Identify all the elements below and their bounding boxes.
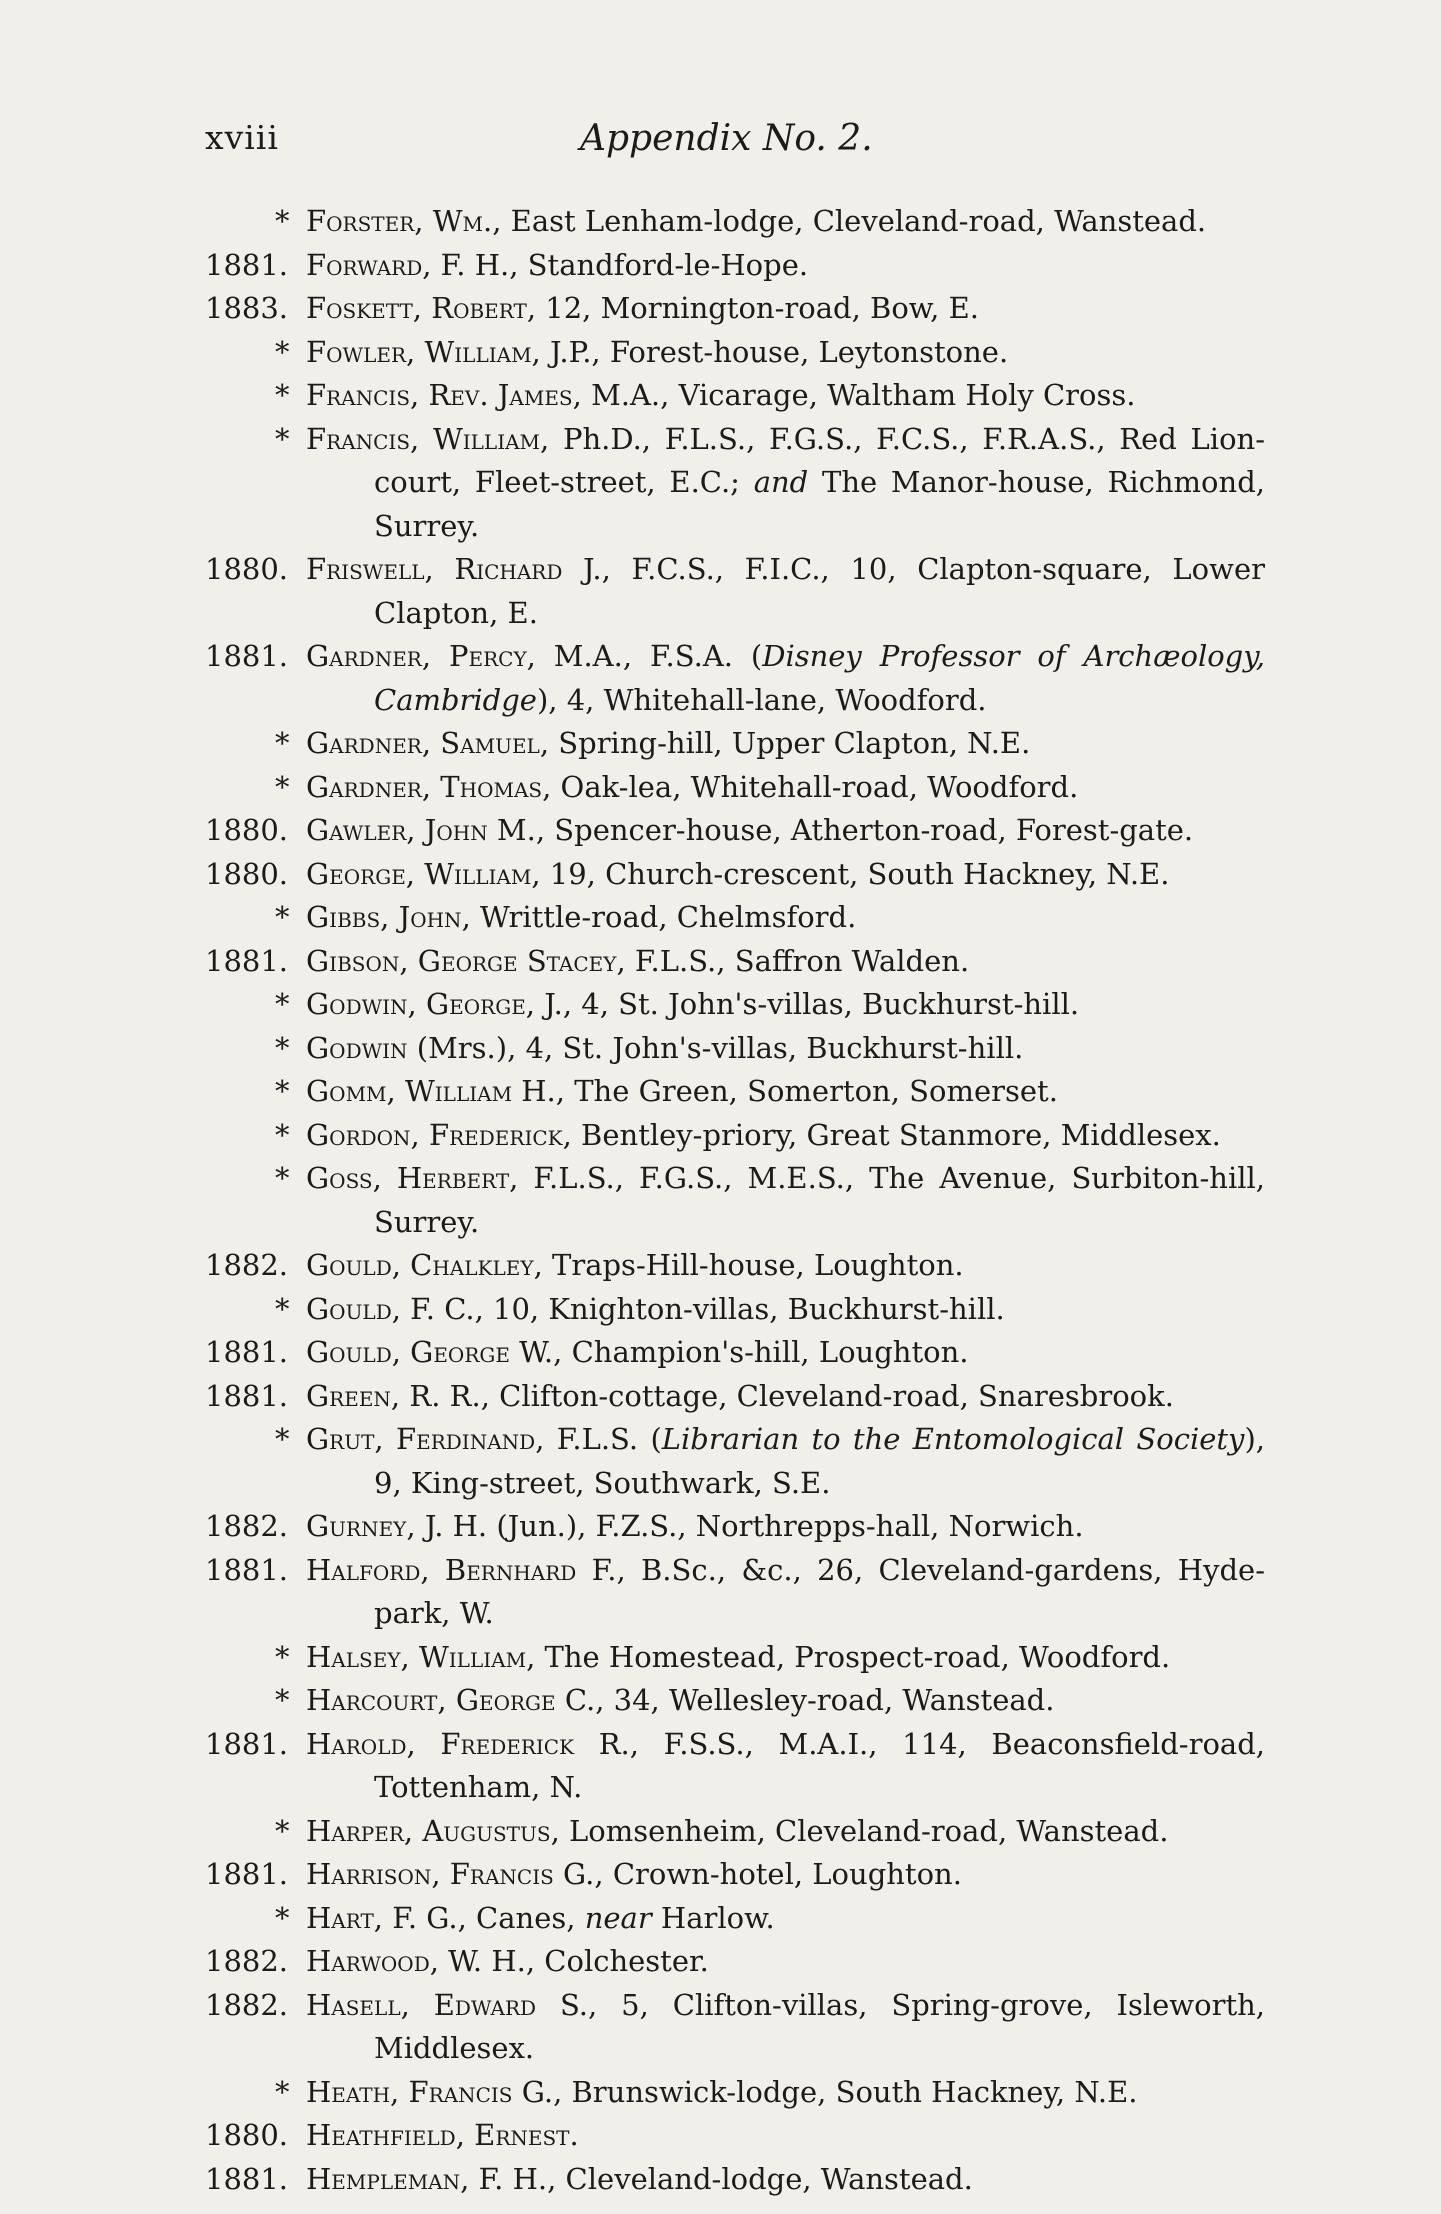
entry-body	[306, 635, 1265, 722]
entry-body	[306, 1331, 1265, 1375]
list-item	[205, 1723, 1265, 1810]
entry-star-mark: *	[275, 204, 290, 238]
member-name: Friswell, Richard J.	[306, 552, 602, 586]
member-name: Foskett, Robert	[306, 291, 527, 325]
member-name: Hempleman, F. H.	[306, 2161, 548, 2196]
entry-body	[306, 853, 1265, 897]
entry-text: , M.A., F.S.A. (	[526, 639, 763, 673]
entry-text: , Crown-hotel, Loughton.	[594, 1857, 962, 1891]
entry-body	[306, 244, 1265, 288]
list-item	[205, 1418, 1265, 1505]
entry-body	[306, 1114, 1265, 1158]
entry-year: 1881.	[205, 247, 289, 282]
entry-text: , Champion's-hill, Loughton.	[553, 1335, 969, 1369]
entry-text: , Clifton-cottage, Cleveland-road, Snaresbrook.	[480, 1378, 1174, 1413]
entry-text: , East Lenham-lodge, Cleveland-road, Wanstead.	[492, 204, 1207, 238]
member-name: Forster, Wm.	[306, 204, 493, 238]
member-name: Gould, F. C.	[306, 1291, 475, 1326]
member-name: Gardner, Thomas	[306, 769, 543, 804]
entry-text: , Lomsenheim, Cleveland-road, Wanstead.	[550, 1813, 1169, 1848]
list-item	[205, 1027, 1265, 1071]
entry-text: , Spencer-house, Atherton-road, Forest-gate.	[535, 813, 1194, 847]
entry-star-mark: *	[275, 1074, 290, 1108]
entry-year: 1881.	[205, 1857, 289, 1891]
member-name: Harcourt, George C.	[306, 1683, 596, 1717]
entry-text: , F.L.S., F.G.S., M.E.S., The Avenue, Surbiton-hill, Surrey.	[374, 1161, 1265, 1239]
member-name: Gould, Chalkley	[306, 1248, 534, 1282]
entry-body	[306, 1375, 1265, 1419]
entry-body	[306, 1636, 1265, 1680]
entry-text: , Ph.D., F.L.S., F.G.S., F.C.S., F.R.A.S., Red Lion-court, Fleet-street, E.C.;	[374, 421, 1266, 499]
entry-star-mark: *	[275, 1422, 290, 1456]
entry-star-mark: *	[275, 421, 290, 456]
list-item	[205, 1375, 1265, 1419]
entry-body	[306, 1418, 1265, 1505]
entry-body	[306, 1027, 1265, 1071]
entry-star-mark: *	[275, 1161, 290, 1195]
entry-text: , Oak-lea, Whitehall-road, Woodford.	[542, 769, 1079, 804]
entry-body	[306, 1723, 1265, 1810]
entry-year: 1882.	[205, 1944, 289, 1978]
entry-body	[306, 1940, 1265, 1984]
entry-body	[306, 1853, 1265, 1897]
entry-body	[306, 2071, 1265, 2115]
list-item	[205, 1636, 1265, 1680]
member-name: Francis, Rev. James	[306, 378, 573, 412]
list-item	[205, 1157, 1265, 1244]
entry-text: .	[569, 2118, 579, 2152]
list-item	[205, 722, 1265, 766]
list-item	[205, 2071, 1265, 2115]
entry-body	[306, 548, 1265, 635]
list-item	[205, 1244, 1265, 1288]
list-item	[205, 1984, 1265, 2071]
entry-text-continued: Harlow.	[651, 1900, 775, 1935]
entry-year: 1881.	[205, 943, 289, 978]
member-name: Harper, Augustus	[306, 1813, 551, 1848]
entry-year: 1881.	[205, 639, 289, 673]
list-item	[205, 1853, 1265, 1897]
entry-text-continued: The Manor-house, Richmond, Surrey.	[374, 465, 1265, 543]
running-head	[205, 118, 1255, 168]
entry-year: 1880.	[205, 2118, 289, 2152]
entry-text-continued: ), 4, Whitehall-lane, Woodford.	[536, 682, 987, 717]
entry-text: , 10, Knighton-villas, Buckhurst-hill.	[474, 1291, 1005, 1326]
appendix-title: Appendix No. 2.	[580, 118, 873, 159]
member-name: Fowler, William	[306, 334, 532, 369]
entry-body	[306, 1244, 1265, 1288]
entry-body	[306, 1157, 1265, 1244]
entry-text: (Jun.), F.Z.S., Northrepps-hall, Norwich.	[487, 1509, 1084, 1543]
entry-star-mark: *	[275, 726, 290, 760]
entry-text: , Standford-le-Hope.	[509, 247, 809, 282]
member-name: Gurney, J. H.	[306, 1509, 488, 1543]
entry-text: , Cleveland-lodge, Wanstead.	[547, 2161, 973, 2196]
entry-year: 1881.	[205, 1335, 289, 1369]
member-name: Goss, Herbert	[306, 1161, 510, 1195]
entry-star-mark: *	[275, 1030, 290, 1065]
list-item	[205, 418, 1265, 549]
list-item	[205, 635, 1265, 722]
entry-body	[306, 1288, 1265, 1332]
list-item	[205, 2158, 1265, 2202]
entry-text: , Canes,	[457, 1900, 585, 1935]
list-item	[205, 1114, 1265, 1158]
entry-body	[306, 287, 1265, 331]
list-item	[205, 2114, 1265, 2158]
list-item	[205, 200, 1265, 244]
entry-body	[306, 896, 1265, 940]
member-name: Halsey, William	[306, 1639, 527, 1674]
entry-star-mark: *	[275, 1117, 290, 1152]
list-item	[205, 1505, 1265, 1549]
entry-text: , The Green, Somerton, Somerset.	[555, 1074, 1058, 1108]
entry-text: , 34, Wellesley-road, Wanstead.	[595, 1683, 1055, 1717]
member-name: Harwood, W. H.	[306, 1944, 526, 1978]
entry-star-mark: *	[275, 1683, 290, 1717]
entry-year: 1880.	[205, 552, 289, 586]
member-name: George, William	[306, 856, 532, 891]
entry-italic: Disney Professor of Archæology, Cambridge	[374, 639, 1265, 717]
entry-body	[306, 1897, 1265, 1941]
entry-text: , Colchester.	[525, 1944, 709, 1978]
entry-body	[306, 331, 1265, 375]
list-item	[205, 244, 1265, 288]
list-item	[205, 548, 1265, 635]
list-item	[205, 766, 1265, 810]
list-item	[205, 1331, 1265, 1375]
entry-body	[306, 374, 1265, 418]
list-item	[205, 1897, 1265, 1941]
member-name: Green, R. R.	[306, 1378, 481, 1413]
entry-body	[306, 1549, 1265, 1636]
entry-body	[306, 766, 1265, 810]
entry-year: 1881.	[205, 2161, 289, 2196]
list-item	[205, 1940, 1265, 1984]
entry-body	[306, 2158, 1265, 2202]
entry-year: 1882.	[205, 1987, 289, 2022]
entry-text: , F.C.S., F.I.C., 10, Clapton-square, Lower Clapton, E.	[374, 552, 1265, 630]
entry-italic: Librarian to the Entomological Society	[661, 1422, 1245, 1456]
entry-italic: and	[753, 465, 809, 499]
entry-star-mark: *	[275, 378, 290, 412]
entry-star-mark: *	[275, 334, 290, 369]
member-name: Grut, Ferdinand	[306, 1422, 536, 1456]
entry-star-mark: *	[275, 1291, 290, 1326]
entry-year: 1880.	[205, 856, 289, 891]
member-name: Godwin	[306, 1030, 408, 1065]
member-name: Gould, George W.	[306, 1335, 554, 1369]
entry-text: , F.S.S., M.A.I., 114, Beaconsfield-road, Tottenham, N.	[374, 1726, 1265, 1804]
entry-body	[306, 1679, 1265, 1723]
member-name: Halford, Bernhard F.	[306, 1552, 617, 1587]
member-name: Gardner, Samuel	[306, 726, 540, 760]
entry-year: 1880.	[205, 813, 289, 847]
list-item	[205, 940, 1265, 984]
entry-year: 1882.	[205, 1509, 289, 1543]
list-item	[205, 809, 1265, 853]
list-item	[205, 287, 1265, 331]
entry-year: 1881.	[205, 1552, 289, 1587]
entry-body	[306, 940, 1265, 984]
entry-text: , The Homestead, Prospect-road, Woodford.	[526, 1639, 1171, 1674]
member-name: Hasell, Edward S.	[306, 1987, 589, 2022]
page-number: xviii	[205, 118, 279, 157]
entry-star-mark: *	[275, 987, 290, 1021]
entry-star-mark: *	[275, 2074, 290, 2109]
entry-year: 1882.	[205, 1248, 289, 1282]
member-name: Harrison, Francis G.	[306, 1857, 595, 1891]
entry-text-continued: ), 9, King-street, Southwark, S.E.	[374, 1422, 1265, 1500]
entry-text: , B.Sc., &c., 26, Cleveland-gardens, Hyde-park, W.	[374, 1552, 1265, 1630]
entry-body	[306, 1070, 1265, 1114]
entry-text: , M.A., Vicarage, Waltham Holy Cross.	[572, 378, 1136, 412]
entry-text: , 19, Church-crescent, South Hackney, N.E.	[531, 856, 1170, 891]
entry-body	[306, 809, 1265, 853]
entry-text: , 4, St. John's-villas, Buckhurst-hill.	[562, 987, 1080, 1021]
entry-body	[306, 200, 1265, 244]
member-name: Gibbs, John	[306, 900, 462, 934]
member-name: Hart, F. G.	[306, 1900, 458, 1935]
member-list	[205, 200, 1265, 2201]
entry-body	[306, 418, 1265, 549]
entry-text: , Writtle-road, Chelmsford.	[461, 900, 857, 934]
list-item	[205, 1679, 1265, 1723]
list-item	[205, 853, 1265, 897]
entry-text: , Traps-Hill-house, Loughton.	[533, 1248, 964, 1282]
entry-star-mark: *	[275, 900, 290, 934]
entry-text: , Brunswick-lodge, South Hackney, N.E.	[553, 2074, 1138, 2109]
entry-year: 1881.	[205, 1378, 289, 1413]
entry-star-mark: *	[275, 769, 290, 804]
list-item	[205, 331, 1265, 375]
list-item	[205, 374, 1265, 418]
member-name: Godwin, George, J.	[306, 987, 563, 1021]
entry-body	[306, 983, 1265, 1027]
entry-year: 1881.	[205, 1726, 289, 1761]
list-item	[205, 1070, 1265, 1114]
member-name: Forward, F. H.	[306, 247, 510, 282]
list-item	[205, 1810, 1265, 1854]
member-name: Gibson, George Stacey	[306, 943, 617, 978]
entry-star-mark: *	[275, 1639, 290, 1674]
list-item	[205, 983, 1265, 1027]
member-name: Heath, Francis G.	[306, 2074, 554, 2109]
entry-text: , F.L.S. (	[535, 1422, 662, 1456]
entry-body	[306, 1810, 1265, 1854]
entry-italic: near	[584, 1900, 652, 1935]
member-name: Gawler, John M.	[306, 813, 536, 847]
entry-star-mark: *	[275, 1900, 290, 1935]
member-name: Gardner, Percy	[306, 639, 527, 673]
entry-star-mark: *	[275, 1813, 290, 1848]
member-name: Harold, Frederick R.	[306, 1726, 630, 1761]
entry-year: 1883.	[205, 291, 289, 325]
entry-text: (Mrs.), 4, St. John's-villas, Buckhurst-hill.	[407, 1030, 1024, 1065]
entry-text: , 12, Mornington-road, Bow, E.	[526, 291, 979, 325]
entry-body	[306, 1984, 1265, 2071]
member-name: Francis, William	[306, 421, 541, 456]
list-item	[205, 1549, 1265, 1636]
list-item	[205, 1288, 1265, 1332]
entry-text: , J.P., Forest-house, Leytonstone.	[531, 334, 1009, 369]
entry-text: , 5, Clifton-villas, Spring-grove, Isleworth, Middlesex.	[374, 1987, 1266, 2065]
member-name: Gordon, Frederick	[306, 1117, 563, 1152]
list-item	[205, 896, 1265, 940]
entry-body	[306, 2114, 1265, 2158]
entry-body	[306, 1505, 1265, 1549]
entry-text: , F.L.S., Saffron Walden.	[616, 943, 970, 978]
member-name: Gomm, William H.	[306, 1074, 556, 1108]
entry-body	[306, 722, 1265, 766]
member-name: Heathfield, Ernest	[306, 2118, 570, 2152]
entry-text: , Spring-hill, Upper Clapton, N.E.	[539, 726, 1031, 760]
entry-text: , Bentley-priory, Great Stanmore, Middlesex.	[562, 1117, 1221, 1152]
